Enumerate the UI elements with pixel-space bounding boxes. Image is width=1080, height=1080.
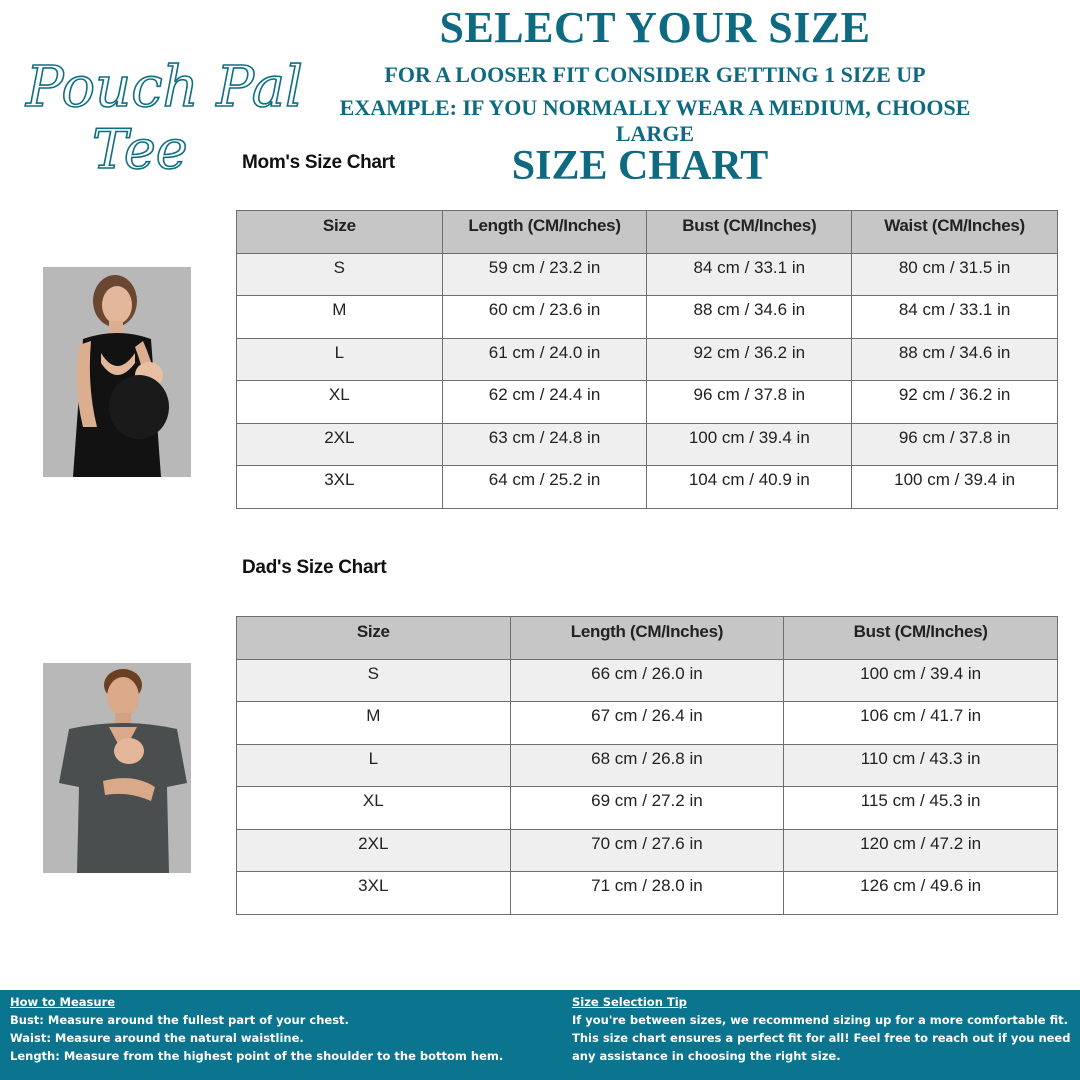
- column-header: Waist (CM/Inches): [852, 211, 1058, 254]
- table-cell: 66 cm / 26.0 in: [510, 659, 784, 702]
- table-cell: 100 cm / 39.4 in: [784, 659, 1058, 702]
- size-tip-heading: Size Selection Tip: [572, 995, 687, 1009]
- table-cell: 110 cm / 43.3 in: [784, 744, 1058, 787]
- table-row: [237, 872, 1058, 915]
- table-cell: 71 cm / 28.0 in: [510, 872, 784, 915]
- table-cell: 100 cm / 39.4 in: [647, 423, 852, 466]
- table-cell: 96 cm / 37.8 in: [647, 381, 852, 424]
- table-row: [237, 702, 1058, 745]
- table-cell: S: [237, 253, 443, 296]
- table-cell: 92 cm / 36.2 in: [852, 381, 1058, 424]
- size-tip-text-1: If you're between sizes, we recommend sizing up for a more comfortable fit.: [572, 1013, 1068, 1027]
- table-row: [237, 744, 1058, 787]
- table-cell: 92 cm / 36.2 in: [647, 338, 852, 381]
- table-row: [237, 253, 1058, 296]
- size-chart-heading: SIZE CHART: [511, 143, 769, 189]
- table-cell: S: [237, 659, 511, 702]
- column-header: Length (CM/Inches): [510, 617, 784, 660]
- table-cell: 62 cm / 24.4 in: [442, 381, 647, 424]
- table-row: [237, 296, 1058, 339]
- how-to-measure-section: [10, 993, 550, 1065]
- table-cell: 60 cm / 23.6 in: [442, 296, 647, 339]
- table-header-row: [237, 617, 1058, 660]
- table-row: [237, 659, 1058, 702]
- dad-model-photo: [43, 663, 191, 873]
- table-cell: 68 cm / 26.8 in: [510, 744, 784, 787]
- table-row: [237, 787, 1058, 830]
- table-cell: M: [237, 296, 443, 339]
- table-cell: 106 cm / 41.7 in: [784, 702, 1058, 745]
- table-cell: 70 cm / 27.6 in: [510, 829, 784, 872]
- table-cell: 3XL: [237, 872, 511, 915]
- table-cell: 69 cm / 27.2 in: [510, 787, 784, 830]
- size-tip-text-2: This size chart ensures a perfect fit for all! Feel free to reach out if you need any assistance in choosing the right size.: [572, 1031, 1071, 1063]
- mom-size-table: [236, 210, 1058, 509]
- mom-chart-label: Mom's Size Chart: [242, 152, 395, 173]
- table-cell: XL: [237, 381, 443, 424]
- dad-chart-label: Dad's Size Chart: [242, 557, 387, 578]
- table-row: [237, 829, 1058, 872]
- table-cell: 115 cm / 45.3 in: [784, 787, 1058, 830]
- table-cell: 96 cm / 37.8 in: [852, 423, 1058, 466]
- table-cell: 2XL: [237, 829, 511, 872]
- table-cell: 63 cm / 24.8 in: [442, 423, 647, 466]
- table-row: [237, 466, 1058, 509]
- brand-logo: [22, 28, 303, 198]
- table-cell: 120 cm / 47.2 in: [784, 829, 1058, 872]
- table-cell: 84 cm / 33.1 in: [647, 253, 852, 296]
- table-cell: L: [237, 338, 443, 381]
- column-header: Bust (CM/Inches): [647, 211, 852, 254]
- table-cell: 64 cm / 25.2 in: [442, 466, 647, 509]
- page-title: SELECT YOUR SIZE: [439, 3, 871, 52]
- fit-tip-line-1: FOR A LOOSER FIT CONSIDER GETTING 1 SIZE UP: [384, 62, 926, 87]
- column-header: Size: [237, 211, 443, 254]
- column-header: Size: [237, 617, 511, 660]
- table-row: [237, 338, 1058, 381]
- logo-line-1: Pouch Pal: [26, 55, 303, 120]
- table-cell: 88 cm / 34.6 in: [852, 338, 1058, 381]
- table-cell: 67 cm / 26.4 in: [510, 702, 784, 745]
- table-cell: 84 cm / 33.1 in: [852, 296, 1058, 339]
- measure-bust-text: Bust: Measure around the fullest part of your chest.: [10, 1013, 349, 1027]
- measure-waist-text: Waist: Measure around the natural waistline.: [10, 1031, 304, 1045]
- table-cell: 3XL: [237, 466, 443, 509]
- table-cell: 88 cm / 34.6 in: [647, 296, 852, 339]
- mom-model-photo: [43, 267, 191, 477]
- column-header: Bust (CM/Inches): [784, 617, 1058, 660]
- table-cell: 2XL: [237, 423, 443, 466]
- footer-info-bar: [0, 990, 1080, 1080]
- table-cell: 80 cm / 31.5 in: [852, 253, 1058, 296]
- how-to-measure-heading: How to Measure: [10, 995, 116, 1009]
- table-row: [237, 381, 1058, 424]
- fit-tip-line-2: EXAMPLE: IF YOU NORMALLY WEAR A MEDIUM, CHOOSE LARGE: [339, 95, 971, 146]
- table-cell: 126 cm / 49.6 in: [784, 872, 1058, 915]
- table-cell: 61 cm / 24.0 in: [442, 338, 647, 381]
- table-cell: M: [237, 702, 511, 745]
- table-cell: XL: [237, 787, 511, 830]
- logo-line-2: Tee: [92, 118, 188, 181]
- table-cell: 100 cm / 39.4 in: [852, 466, 1058, 509]
- table-header-row: [237, 211, 1058, 254]
- dad-size-table: [236, 616, 1058, 915]
- table-cell: L: [237, 744, 511, 787]
- column-header: Length (CM/Inches): [442, 211, 647, 254]
- size-tip-section: [572, 993, 1077, 1065]
- measure-length-text: Length: Measure from the highest point of the shoulder to the bottom hem.: [10, 1049, 504, 1063]
- table-cell: 59 cm / 23.2 in: [442, 253, 647, 296]
- table-row: [237, 423, 1058, 466]
- table-cell: 104 cm / 40.9 in: [647, 466, 852, 509]
